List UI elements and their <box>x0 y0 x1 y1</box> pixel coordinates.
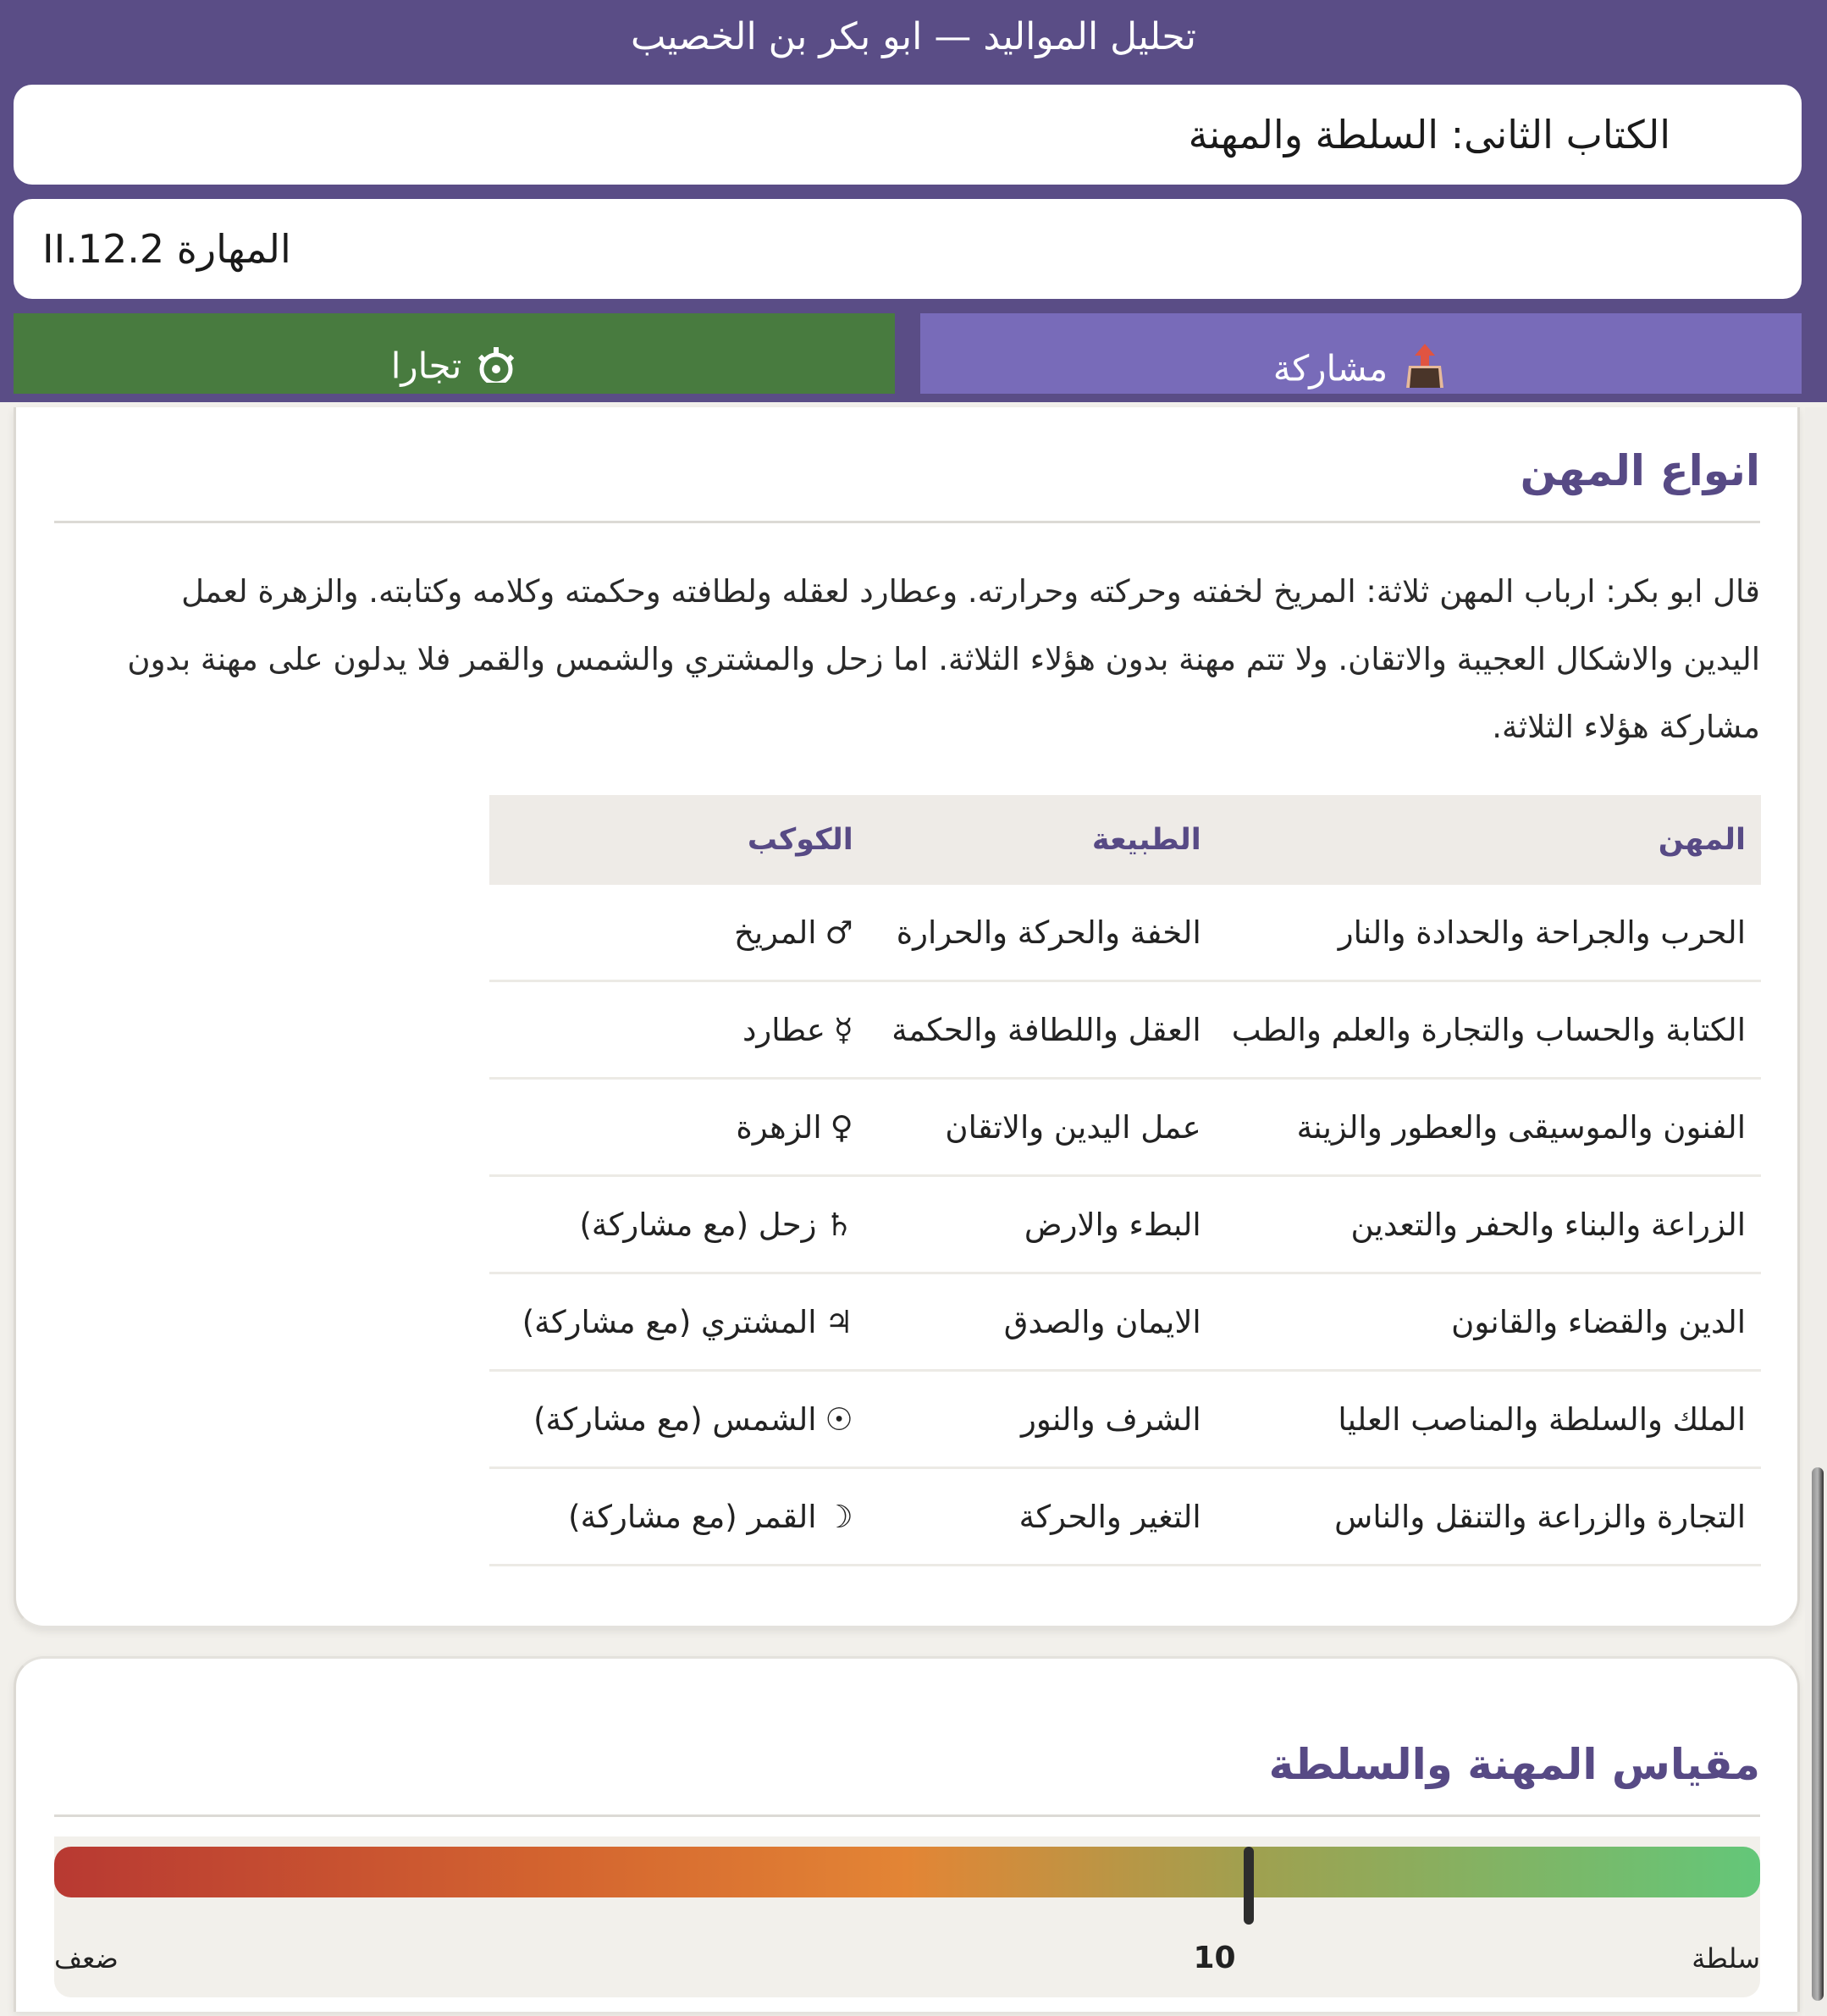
gauge-low-label: ضعف <box>54 1942 119 1975</box>
cell-profession: الفنون والموسيقى والعطور والزينة <box>1217 1079 1761 1176</box>
gauge-value: 10 <box>1193 1941 1236 1975</box>
scrollbar-thumb[interactable] <box>1812 1467 1824 2001</box>
planet-symbol-icon: ☿ <box>834 1011 853 1048</box>
cell-planet <box>489 981 869 1079</box>
cell-nature: التغير والحركة <box>869 1468 1217 1566</box>
cell-profession: الكتابة والحساب والتجارة والعلم والطب <box>1217 981 1761 1079</box>
planet-symbol-icon: ☽ <box>825 1498 853 1535</box>
upload-tray-icon <box>1401 340 1449 394</box>
planet-name: الزهرة <box>736 1108 822 1146</box>
cell-nature: العقل واللطافة والحكمة <box>869 981 1217 1079</box>
cell-planet <box>489 1079 869 1176</box>
planet-symbol-icon: ♀ <box>830 1108 853 1146</box>
planet-symbol-icon: ♄ <box>825 1206 853 1243</box>
cell-nature: البطء والارض <box>869 1176 1217 1273</box>
table-row <box>489 1468 1761 1566</box>
share-label: مشاركة <box>1272 347 1388 389</box>
gauge-title: مقياس المهنة والسلطة <box>1268 1740 1760 1789</box>
planet-name: الشمس (مع مشاركة) <box>533 1400 817 1438</box>
book-field[interactable] <box>14 85 1802 185</box>
planet-name: زحل (مع مشاركة) <box>579 1206 817 1243</box>
cell-planet <box>489 885 869 981</box>
gauge-divider <box>54 1814 1760 1817</box>
cell-profession: التجارة والزراعة والتنقل والناس <box>1217 1468 1761 1566</box>
gauge-marker <box>1244 1847 1254 1925</box>
cell-planet <box>489 1273 869 1371</box>
professions-table <box>489 795 1761 1566</box>
planet-name: عطارد <box>742 1011 825 1048</box>
cell-profession: الدين والقضاء والقانون <box>1217 1273 1761 1371</box>
cell-profession: الزراعة والبناء والحفر والتعدين <box>1217 1176 1761 1273</box>
cell-planet <box>489 1371 869 1468</box>
skill-title: المهارة II.12.2 <box>42 226 291 272</box>
professions-card <box>14 407 1800 1628</box>
gauge-high-label: سلطة <box>1692 1942 1760 1975</box>
table-row <box>489 885 1761 981</box>
planet-symbol-icon: ☉ <box>825 1400 853 1438</box>
skill-field[interactable] <box>14 199 1802 299</box>
analyze-button[interactable] <box>14 313 895 394</box>
cell-nature: الايمان والصدق <box>869 1273 1217 1371</box>
gear-sun-icon <box>475 340 517 394</box>
header-professions: المهن <box>1217 795 1761 885</box>
gauge-card <box>14 1656 1800 2012</box>
section-title: انواع المهن <box>1520 446 1760 495</box>
planet-name: المريخ <box>734 914 817 951</box>
cell-nature: الشرف والنور <box>869 1371 1217 1468</box>
planet-name: المشتري (مع مشاركة) <box>522 1303 817 1340</box>
share-button[interactable] <box>920 313 1802 394</box>
table-row <box>489 1176 1761 1273</box>
table-header-row <box>489 795 1761 885</box>
app-header <box>0 0 1827 402</box>
table-row <box>489 1079 1761 1176</box>
cell-planet <box>489 1176 869 1273</box>
section-divider <box>54 521 1760 523</box>
analyze-label: تجارا <box>390 345 462 387</box>
table-row <box>489 1371 1761 1468</box>
planet-name: القمر (مع مشاركة) <box>568 1498 817 1535</box>
table-row <box>489 1273 1761 1371</box>
book-title: الكتاب الثانى: السلطة والمهنة <box>1188 112 1670 157</box>
cell-nature: الخفة والحركة والحرارة <box>869 885 1217 981</box>
intro-paragraph: قال ابو بكر: ارباب المهن ثلاثة: المريخ لخفته وحركته وحرارته. وعطارد لعقله ولطافته وحكمته وكلامه وكتابته. والزهرة لعمل اليدين والاشكال العجيبة والاتقان. ولا تتم مهنة بدون هؤلاء الثلاثة. اما زحل والمشتري والشمس والقمر فلا يدلون على مهنة بدون مشاركة هؤلاء الثلاثة. <box>127 573 1760 745</box>
header-nature: الطبيعة <box>869 795 1217 885</box>
cell-profession: الحرب والجراحة والحدادة والنار <box>1217 885 1761 981</box>
planet-symbol-icon: ♂ <box>825 914 853 951</box>
app-title: تحليل المواليد — ابو بكر بن الخصيب <box>631 15 1196 58</box>
planet-symbol-icon: ♃ <box>825 1303 853 1340</box>
table-row <box>489 981 1761 1079</box>
cell-planet <box>489 1468 869 1566</box>
cell-nature: عمل اليدين والاتقان <box>869 1079 1217 1176</box>
cell-profession: الملك والسلطة والمناصب العليا <box>1217 1371 1761 1468</box>
header-planet: الكوكب <box>489 795 869 885</box>
gauge-bar <box>54 1847 1760 1897</box>
